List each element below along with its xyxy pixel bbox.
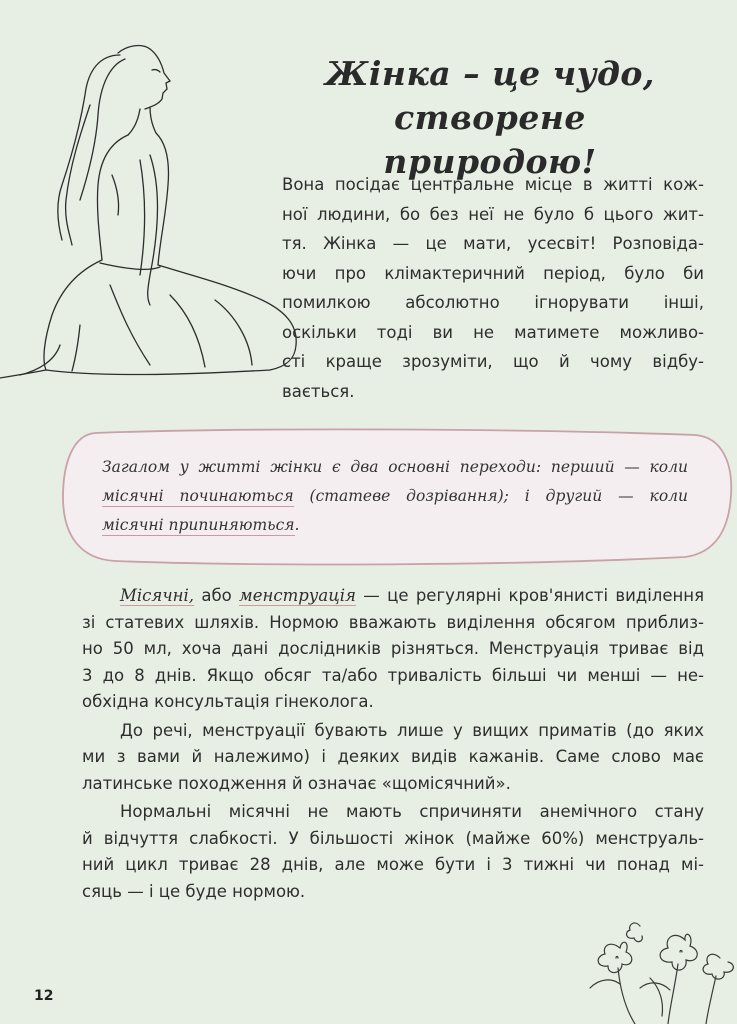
body-line: но 50 мл, хоча дані дослідників різняться. Менструація триває від (82, 639, 704, 658)
intro-line: оскільки тоді ви не матимете можливо- (282, 322, 704, 342)
page-title (300, 52, 680, 184)
body-line: ми з вами й належимо) і деяких видів кажанів. Саме слово має (82, 747, 704, 766)
title-line-1: Жінка – це чудо, (325, 54, 655, 93)
callout-line-2-rest: (статеве дозрівання); і другий — коли (293, 487, 688, 505)
callout-line-2 (102, 482, 688, 511)
intro-line: вається. (282, 381, 355, 401)
term-misiachni: Місячні, (120, 586, 194, 605)
callout-box (55, 425, 735, 570)
paragraph-2 (82, 718, 704, 798)
callout-line-3 (102, 511, 688, 540)
body-line: сяць — і це буде нормою. (82, 881, 306, 901)
paragraph-3 (82, 799, 704, 905)
intro-line: тя. Жінка — це мати, усесвіт! Розповіда- (282, 234, 704, 253)
body-line: Нормальні місячні не мають спричиняти анемічного стану (120, 802, 704, 821)
intro-line: помилкою абсолютно ігнорувати інші, (282, 293, 704, 312)
callout-text (102, 453, 688, 540)
body-line: обхідна консультація гінеколога. (82, 692, 374, 711)
intro-line: Вона посідає центральне місце в житті кож- (282, 175, 704, 194)
intro-line: сті краще зрозуміти, що й чому відбу- (282, 352, 704, 371)
body-text (82, 583, 704, 907)
or-word: або (194, 586, 240, 605)
callout-line-1: Загалом у житті жінки є два основні переходи: перший — коли (102, 458, 688, 476)
body-line: латинське походження й означає «щомісячний». (82, 773, 511, 793)
body-line (82, 583, 704, 610)
body-line: 3 до 8 днів. Якщо обсяг та/або тривалість більші чи менші — не- (82, 665, 704, 685)
flowers-illustration (580, 918, 737, 1024)
callout-highlight-end: місячні припиняються (102, 516, 295, 534)
body-line: зі статевих шляхів. Нормою вважають виділення обсягом приблиз- (82, 612, 704, 632)
intro-line: ючи про клімактеричний період, було би (282, 263, 704, 283)
title-line-2: створене природою! (383, 98, 597, 181)
body-line: ний цикл триває 28 днів, але може бути і 3 тижні чи понад мі- (82, 855, 704, 874)
callout-highlight-start: місячні починаються (102, 487, 294, 505)
intro-line: ної людини, бо без неї не було б цього жит- (282, 204, 704, 224)
paragraph-1 (82, 583, 704, 716)
term-menstruatsiia: менструація (239, 586, 356, 605)
callout-line-3-rest: . (294, 516, 300, 534)
body-line: й відчуття слабкості. У більшості жінок (майже 60%) менструаль- (82, 828, 704, 848)
body-line: До речі, менструації бувають лише у вищих приматів (до яких (120, 720, 704, 740)
body-line-rest: — це регулярні кров'янисті виділення (355, 586, 704, 605)
sitting-woman-illustration (0, 25, 300, 385)
page-number: 12 (34, 988, 54, 1004)
intro-paragraph (282, 170, 704, 406)
